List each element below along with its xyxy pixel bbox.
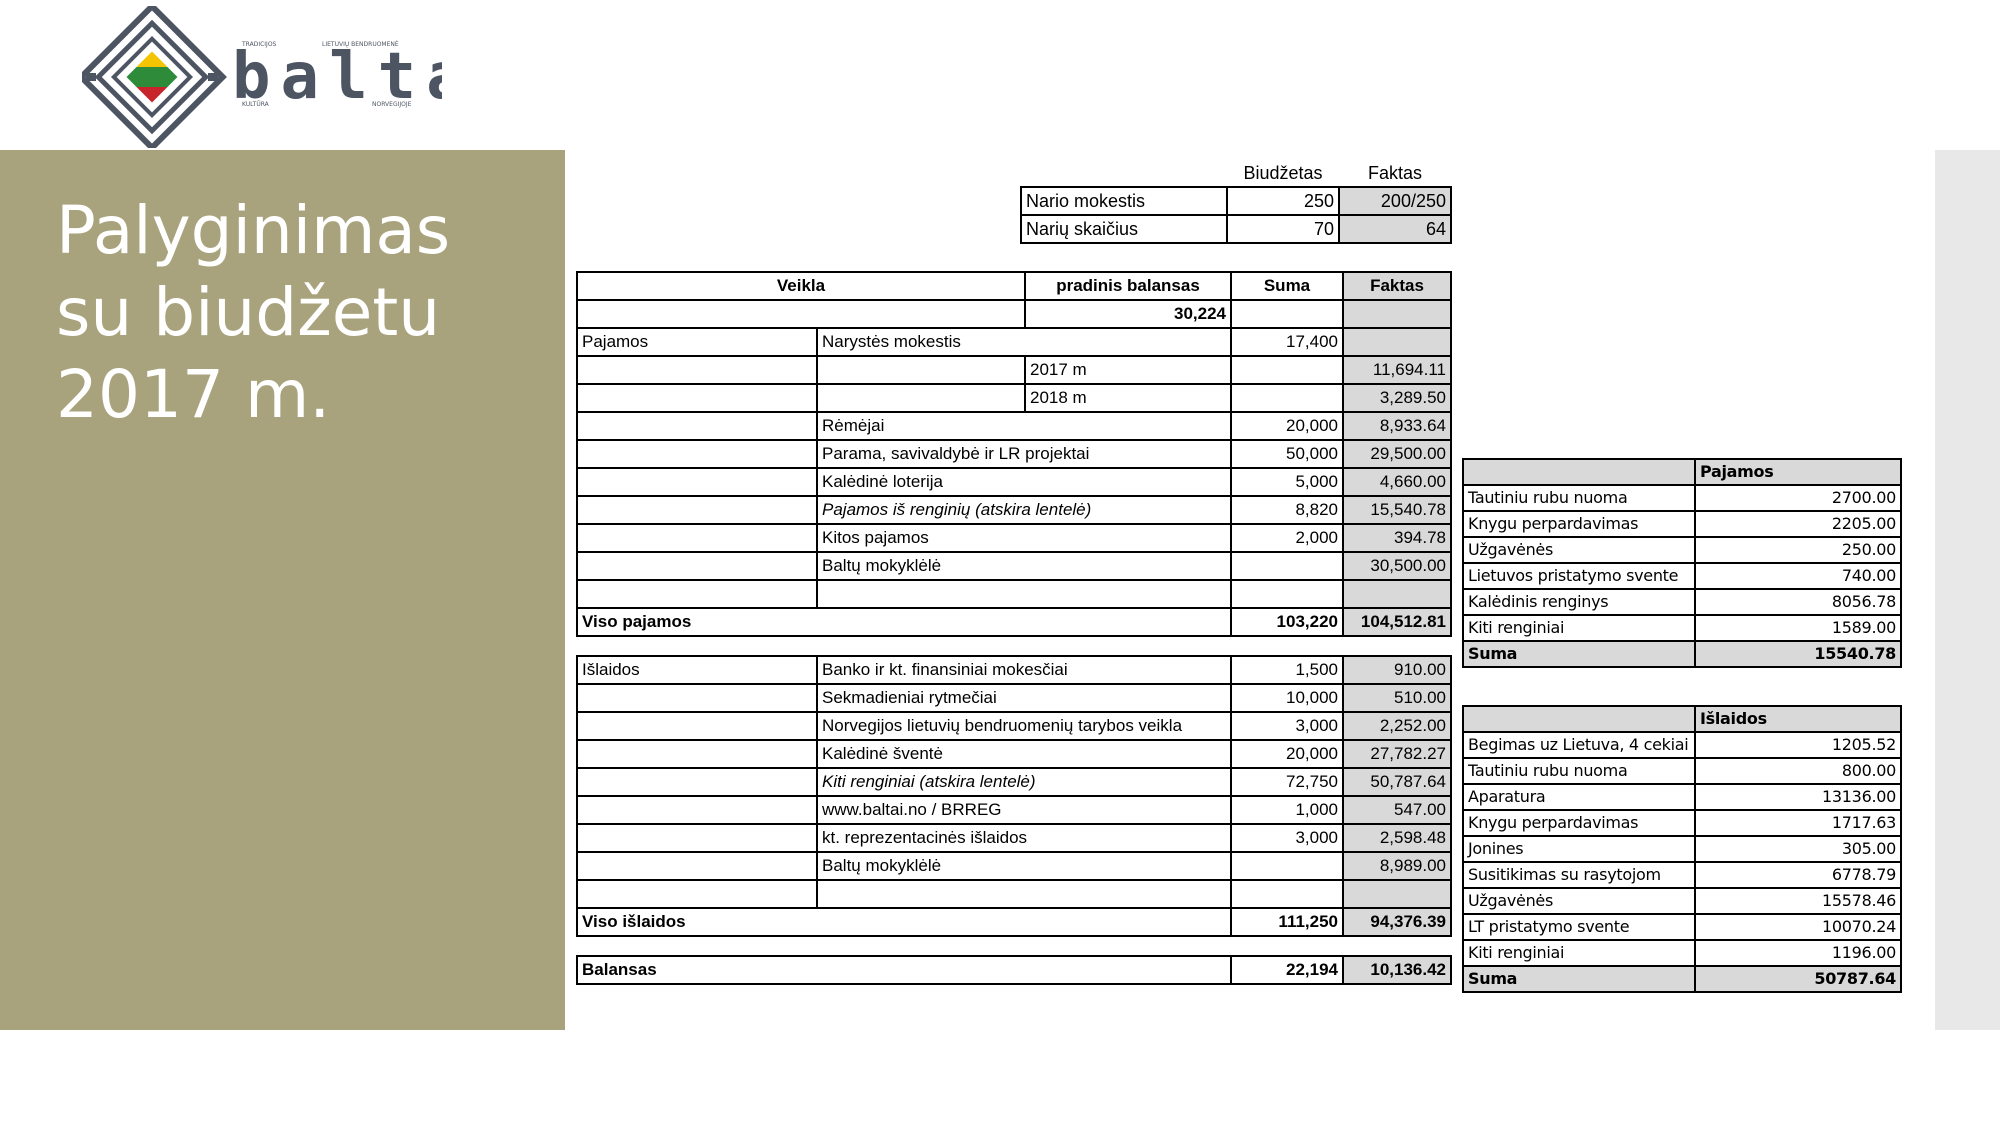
faktas-cell [1343, 880, 1451, 908]
item-cell: Banko ir kt. finansiniai mokesčiai [817, 656, 1231, 684]
table-row [1463, 836, 1901, 862]
table-header-row [1021, 160, 1451, 187]
category-cell: Pajamos [577, 328, 817, 356]
spacer-row [577, 636, 1451, 656]
suma-cell [1231, 552, 1343, 580]
table-row [577, 412, 1451, 440]
category-cell [577, 684, 817, 712]
event-value-cell: 1205.52 [1695, 732, 1901, 758]
suma-cell: 1,000 [1231, 796, 1343, 824]
actual-cell: 64 [1339, 215, 1451, 243]
event-label-cell: Tautiniu rubu nuoma [1463, 758, 1695, 784]
event-label-cell: Tautiniu rubu nuoma [1463, 485, 1695, 511]
category-cell: Išlaidos [577, 656, 817, 684]
suma-cell: 3,000 [1231, 824, 1343, 852]
category-cell [577, 440, 817, 468]
event-label-cell: Kalėdinis renginys [1463, 589, 1695, 615]
category-cell [577, 384, 817, 412]
suma-cell [1231, 880, 1343, 908]
faktas-cell: 29,500.00 [1343, 440, 1451, 468]
table-row [1463, 888, 1901, 914]
suma-cell: 20,000 [1231, 412, 1343, 440]
baltai-logo [82, 6, 442, 148]
table-row [577, 796, 1451, 824]
events-income-table [1462, 458, 1902, 668]
table-row [1021, 187, 1451, 215]
faktas-cell: 8,989.00 [1343, 852, 1451, 880]
table-row [577, 356, 1451, 384]
faktas-header: Faktas [1343, 272, 1451, 300]
spacer-row [577, 936, 1451, 956]
event-label-cell: Lietuvos pristatymo svente [1463, 563, 1695, 589]
faktas-cell: 510.00 [1343, 684, 1451, 712]
category-cell [577, 580, 817, 608]
suma-cell: 5,000 [1231, 468, 1343, 496]
faktas-cell: 15,540.78 [1343, 496, 1451, 524]
faktas-cell: 27,782.27 [1343, 740, 1451, 768]
table-row [577, 880, 1451, 908]
suma-cell: 1,500 [1231, 656, 1343, 684]
table-row [1463, 914, 1901, 940]
faktas-cell: 30,500.00 [1343, 552, 1451, 580]
events-expense-total-value: 50787.64 [1695, 966, 1901, 992]
expense-total-label: Viso išlaidos [577, 908, 1231, 936]
table-row [1463, 563, 1901, 589]
event-label-cell: LT pristatymo svente [1463, 914, 1695, 940]
events-income-total-value: 15540.78 [1695, 641, 1901, 667]
suma-cell: 2,000 [1231, 524, 1343, 552]
item-cell: Baltų mokyklėlė [817, 552, 1231, 580]
veikla-header: Veikla [577, 272, 1025, 300]
table-header-row [1463, 706, 1901, 732]
table-row [1463, 615, 1901, 641]
logo-emblem [82, 6, 442, 148]
item-cell: Sekmadieniai rytmečiai [817, 684, 1231, 712]
income-total-suma: 103,220 [1231, 608, 1343, 636]
item-cell: kt. reprezentacinės išlaidos [817, 824, 1231, 852]
table-row [1463, 537, 1901, 563]
table-row [1021, 215, 1451, 243]
title-line: su biudžetu [56, 274, 441, 351]
category-cell [577, 824, 817, 852]
event-value-cell: 8056.78 [1695, 589, 1901, 615]
faktas-cell [1343, 328, 1451, 356]
table-row [1463, 511, 1901, 537]
suma-cell: 10,000 [1231, 684, 1343, 712]
table-row [1463, 940, 1901, 966]
faktas-cell: 394.78 [1343, 524, 1451, 552]
event-label-cell: Jonines [1463, 836, 1695, 862]
category-cell [577, 356, 817, 384]
event-label-cell: Aparatura [1463, 784, 1695, 810]
category-cell [577, 412, 817, 440]
suma-header: Suma [1231, 272, 1343, 300]
subitem-cell: 2018 m [1025, 384, 1231, 412]
event-value-cell: 1196.00 [1695, 940, 1901, 966]
events-income-total-row [1463, 641, 1901, 667]
item-cell: Pajamos iš renginių (atskira lentelė) [817, 496, 1231, 524]
svg-text:LIETUVIŲ BENDRUOMENĖ: LIETUVIŲ BENDRUOMENĖ [322, 41, 399, 48]
event-label-cell: Susitikimas su rasytojom [1463, 862, 1695, 888]
right-decor-strip [1935, 150, 2000, 1030]
title-line: 2017 m. [56, 356, 331, 433]
table-row [1463, 485, 1901, 511]
item-cell [817, 356, 1025, 384]
category-cell [577, 496, 817, 524]
balance-total-label: Balansas [577, 956, 1231, 984]
faktas-cell: 3,289.50 [1343, 384, 1451, 412]
table-row [577, 768, 1451, 796]
row-label: Nario mokestis [1021, 187, 1227, 215]
table-row [577, 552, 1451, 580]
balance-total-faktas: 10,136.42 [1343, 956, 1451, 984]
suma-cell: 72,750 [1231, 768, 1343, 796]
faktas-cell: 50,787.64 [1343, 768, 1451, 796]
subitem-cell: 2017 m [1025, 356, 1231, 384]
faktas-cell: 2,598.48 [1343, 824, 1451, 852]
event-value-cell: 800.00 [1695, 758, 1901, 784]
event-value-cell: 2700.00 [1695, 485, 1901, 511]
event-label-cell: Kiti renginiai [1463, 940, 1695, 966]
faktas-cell [1343, 580, 1451, 608]
budget-header: Biudžetas [1243, 163, 1323, 183]
suma-cell: 3,000 [1231, 712, 1343, 740]
table-row [577, 684, 1451, 712]
item-cell: Baltų mokyklėlė [817, 852, 1231, 880]
category-cell [577, 468, 817, 496]
table-row [1463, 784, 1901, 810]
events-expense-total-row [1463, 966, 1901, 992]
table-row [577, 712, 1451, 740]
actual-cell: 200/250 [1339, 187, 1451, 215]
events-income-total-label: Suma [1463, 641, 1695, 667]
event-label-cell: Užgavėnės [1463, 888, 1695, 914]
suma-cell [1231, 852, 1343, 880]
event-value-cell: 305.00 [1695, 836, 1901, 862]
table-row [577, 580, 1451, 608]
suma-cell [1231, 356, 1343, 384]
events-income-header: Pajamos [1695, 459, 1901, 485]
event-value-cell: 740.00 [1695, 563, 1901, 589]
events-expense-total-label: Suma [1463, 966, 1695, 992]
opening-balance-header: pradinis balansas [1025, 272, 1231, 300]
table-row [577, 468, 1451, 496]
category-cell [577, 524, 817, 552]
income-total-faktas: 104,512.81 [1343, 608, 1451, 636]
item-cell: Parama, savivaldybė ir LR projektai [817, 440, 1231, 468]
row-label: Narių skaičius [1021, 215, 1227, 243]
table-row [1463, 758, 1901, 784]
table-row [577, 852, 1451, 880]
faktas-cell: 547.00 [1343, 796, 1451, 824]
event-label-cell: Knygu perpardavimas [1463, 511, 1695, 537]
events-expense-table [1462, 705, 1902, 993]
category-cell [577, 852, 817, 880]
expense-rows [577, 656, 1451, 908]
table-header-row [1463, 459, 1901, 485]
membership-table [1020, 160, 1452, 244]
income-total-label: Viso pajamos [577, 608, 1231, 636]
event-label-cell: Kiti renginiai [1463, 615, 1695, 641]
svg-text:KULTŪRA: KULTŪRA [242, 101, 269, 108]
suma-cell: 50,000 [1231, 440, 1343, 468]
title-line: Palyginimas [56, 192, 451, 269]
faktas-cell: 4,660.00 [1343, 468, 1451, 496]
event-value-cell: 13136.00 [1695, 784, 1901, 810]
event-value-cell: 10070.24 [1695, 914, 1901, 940]
category-cell [577, 880, 817, 908]
suma-cell: 20,000 [1231, 740, 1343, 768]
event-label-cell: Knygu perpardavimas [1463, 810, 1695, 836]
suma-cell: 8,820 [1231, 496, 1343, 524]
category-cell [577, 552, 817, 580]
item-cell: Kitos pajamos [817, 524, 1231, 552]
category-cell [577, 740, 817, 768]
logo-wordmark: balt [232, 40, 427, 114]
faktas-cell: 2,252.00 [1343, 712, 1451, 740]
category-cell [577, 796, 817, 824]
events-expense-header: Išlaidos [1695, 706, 1901, 732]
faktas-cell: 910.00 [1343, 656, 1451, 684]
table-row [577, 496, 1451, 524]
balance-total-suma: 22,194 [1231, 956, 1343, 984]
faktas-cell: 11,694.11 [1343, 356, 1451, 384]
event-value-cell: 6778.79 [1695, 862, 1901, 888]
event-value-cell: 2205.00 [1695, 511, 1901, 537]
opening-balance-value: 30,224 [1025, 300, 1231, 328]
table-row [577, 740, 1451, 768]
category-cell [577, 712, 817, 740]
expense-total-suma: 111,250 [1231, 908, 1343, 936]
suma-cell [1231, 384, 1343, 412]
table-row [577, 440, 1451, 468]
svg-text:NORVEGIJOJE: NORVEGIJOJE [372, 101, 412, 108]
svg-text:TRADICIJOS: TRADICIJOS [242, 41, 277, 48]
table-row [1463, 810, 1901, 836]
item-cell [817, 580, 1231, 608]
category-cell [577, 768, 817, 796]
table-row [577, 824, 1451, 852]
event-label-cell: Begimas uz Lietuva, 4 cekiai [1463, 732, 1695, 758]
event-value-cell: 250.00 [1695, 537, 1901, 563]
event-value-cell: 1717.63 [1695, 810, 1901, 836]
income-rows [577, 328, 1451, 608]
item-cell: Narystės mokestis [817, 328, 1231, 356]
event-value-cell: 15578.46 [1695, 888, 1901, 914]
faktas-cell: 8,933.64 [1343, 412, 1451, 440]
budget-cell: 70 [1227, 215, 1339, 243]
slide-title [56, 190, 536, 436]
budget-table [576, 271, 1452, 985]
item-cell [817, 880, 1231, 908]
opening-balance-row [577, 300, 1451, 328]
budget-cell: 250 [1227, 187, 1339, 215]
expense-total-faktas: 94,376.39 [1343, 908, 1451, 936]
item-cell: www.baltai.no / BRREG [817, 796, 1231, 824]
actual-header: Faktas [1367, 163, 1423, 183]
event-label-cell: Užgavėnės [1463, 537, 1695, 563]
income-total-row [577, 608, 1451, 636]
item-cell: Kalėdinė loterija [817, 468, 1231, 496]
table-row [1463, 732, 1901, 758]
events-expense-rows [1463, 732, 1901, 966]
suma-cell: 17,400 [1231, 328, 1343, 356]
table-row [577, 384, 1451, 412]
table-row [1463, 589, 1901, 615]
item-cell [817, 384, 1025, 412]
balance-total-row [577, 956, 1451, 984]
item-cell: Norvegijos lietuvių bendruomenių tarybos veikla [817, 712, 1231, 740]
item-cell: Rėmėjai [817, 412, 1231, 440]
table-header-row [577, 272, 1451, 300]
table-row [1463, 862, 1901, 888]
expense-total-row [577, 908, 1451, 936]
item-cell: Kalėdinė šventė [817, 740, 1231, 768]
event-value-cell: 1589.00 [1695, 615, 1901, 641]
table-row [577, 656, 1451, 684]
events-income-rows [1463, 485, 1901, 641]
item-cell: Kiti renginiai (atskira lentelė) [817, 768, 1231, 796]
suma-cell [1231, 580, 1343, 608]
table-row [577, 524, 1451, 552]
table-row [577, 328, 1451, 356]
